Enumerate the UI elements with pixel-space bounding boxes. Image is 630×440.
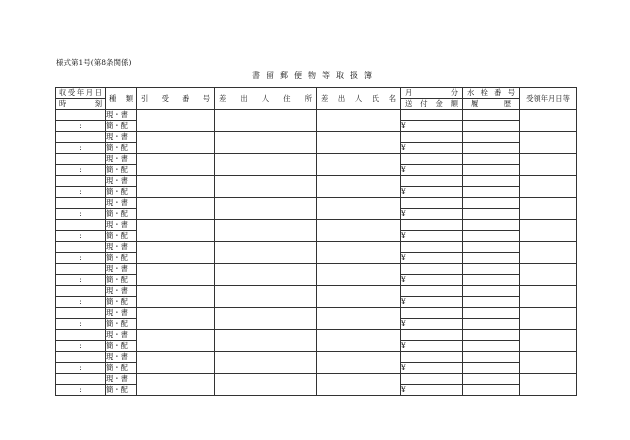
- stamp-number-char: 水: [467, 88, 475, 97]
- history-cell[interactable]: [463, 319, 520, 330]
- delivery-date-cell[interactable]: [520, 242, 577, 264]
- delivery-date-cell[interactable]: [520, 264, 577, 286]
- header-sender-address: [215, 88, 317, 110]
- history-cell[interactable]: [463, 187, 520, 198]
- sender-name-cell[interactable]: [317, 330, 401, 352]
- time-char: 刻: [94, 99, 102, 108]
- received-date-char: 日: [94, 88, 102, 97]
- sender-address-cell[interactable]: [215, 242, 317, 264]
- history-cell[interactable]: [463, 143, 520, 154]
- history-cell[interactable]: [463, 275, 520, 286]
- stamp-number-char: 番: [494, 88, 502, 97]
- delivery-date-cell[interactable]: [520, 110, 577, 132]
- history-cell[interactable]: [463, 165, 520, 176]
- kind-option-top[interactable]: 現・書: [106, 374, 137, 385]
- month-minute-cell[interactable]: [401, 176, 463, 187]
- received-date-char: 収: [59, 88, 67, 97]
- stamp-number-cell[interactable]: [463, 176, 520, 187]
- table-row: [56, 286, 577, 297]
- sender-name-cell[interactable]: [317, 132, 401, 154]
- received-date-cell[interactable]: [56, 220, 106, 231]
- kind-option-bottom[interactable]: 簡・配: [106, 121, 137, 132]
- sender-address-char: 人: [261, 93, 270, 103]
- month-minute-cell[interactable]: [401, 110, 463, 121]
- received-date-cell[interactable]: [56, 330, 106, 341]
- stamp-number-cell[interactable]: [463, 352, 520, 363]
- header-sender-name: [317, 88, 401, 110]
- reference-char: 番: [182, 93, 190, 103]
- kind-option-top[interactable]: 現・書: [106, 110, 137, 121]
- kind-option-bottom[interactable]: 簡・配: [106, 253, 137, 264]
- sender-address-char: 差: [219, 93, 227, 103]
- stamp-number-cell[interactable]: [463, 374, 520, 385]
- sender-address-cell[interactable]: [215, 198, 317, 220]
- received-date-cell[interactable]: [56, 198, 106, 209]
- ledger-table: [55, 87, 577, 396]
- time-cell[interactable]: :: [56, 121, 106, 132]
- sender-address-cell[interactable]: [215, 374, 317, 396]
- sender-name-char: 氏: [371, 93, 380, 103]
- received-date-cell[interactable]: [56, 286, 106, 297]
- time-char: 時: [59, 99, 67, 108]
- time-cell[interactable]: :: [56, 297, 106, 308]
- form-label: 様式第1号(第8条関係): [56, 58, 132, 67]
- kind-option-top[interactable]: 現・書: [106, 286, 137, 297]
- kind-option-bottom[interactable]: 簡・配: [106, 341, 137, 352]
- table-row: [56, 242, 577, 253]
- sender-name-cell[interactable]: [317, 352, 401, 374]
- received-date-cell[interactable]: [56, 352, 106, 363]
- kind-option-top[interactable]: 現・書: [106, 242, 137, 253]
- kind-option-bottom[interactable]: 簡・配: [106, 143, 137, 154]
- month-minute-cell[interactable]: [401, 198, 463, 209]
- stamp-number-cell[interactable]: [463, 308, 520, 319]
- time-cell[interactable]: :: [56, 165, 106, 176]
- history-cell[interactable]: [463, 209, 520, 220]
- sender-name-cell[interactable]: [317, 308, 401, 330]
- amount-cell[interactable]: ¥: [401, 253, 463, 264]
- kind-option-top[interactable]: 現・書: [106, 308, 137, 319]
- received-date-char: 受: [67, 88, 76, 97]
- reference-char: 引: [141, 93, 149, 103]
- amount-cell[interactable]: ¥: [401, 209, 463, 220]
- sender-address-cell[interactable]: [215, 352, 317, 374]
- header-received-date: [56, 88, 106, 99]
- month-minute-cell[interactable]: [401, 132, 463, 143]
- sender-address-cell[interactable]: [215, 308, 317, 330]
- stamp-number-cell[interactable]: [463, 110, 520, 121]
- sender-name-char: 名: [388, 93, 396, 103]
- kind-option-bottom[interactable]: 簡・配: [106, 165, 137, 176]
- history-cell[interactable]: [463, 253, 520, 264]
- kind-option-bottom[interactable]: 簡・配: [106, 209, 137, 220]
- sender-address-cell[interactable]: [215, 132, 317, 154]
- reference-cell[interactable]: [137, 330, 215, 352]
- table-row: [56, 198, 577, 209]
- received-date-char: 月: [85, 88, 94, 97]
- table-row: [56, 374, 577, 385]
- header-time: [56, 99, 106, 110]
- delivery-date-cell[interactable]: [520, 220, 577, 242]
- month-minute-cell[interactable]: [401, 264, 463, 275]
- header-month-minute: [401, 88, 463, 99]
- sender-address-cell[interactable]: [215, 154, 317, 176]
- sender-name-char: 差: [321, 93, 329, 103]
- table-row: [56, 154, 577, 165]
- kind-option-top[interactable]: 現・書: [106, 154, 137, 165]
- header-kind: [106, 88, 137, 110]
- sender-address-cell[interactable]: [215, 220, 317, 242]
- kind-option-top[interactable]: 現・書: [106, 198, 137, 209]
- sender-name-cell[interactable]: [317, 286, 401, 308]
- sender-address-char: 所: [304, 93, 312, 103]
- time-cell[interactable]: :: [56, 341, 106, 352]
- sender-address-char: 住: [283, 93, 291, 103]
- sender-name-cell[interactable]: [317, 176, 401, 198]
- header-reference: [137, 88, 215, 110]
- table-row: [56, 132, 577, 143]
- kind-option-top[interactable]: 現・書: [106, 352, 137, 363]
- delivery-date-cell[interactable]: [520, 286, 577, 308]
- amount-cell[interactable]: ¥: [401, 231, 463, 242]
- kind-option-top[interactable]: 現・書: [106, 220, 137, 231]
- received-date-cell[interactable]: [56, 176, 106, 187]
- table-row: [56, 330, 577, 341]
- received-date-cell[interactable]: [56, 308, 106, 319]
- amount-cell[interactable]: ¥: [401, 341, 463, 352]
- sender-name-char: 出: [337, 93, 346, 103]
- delivery-date-cell[interactable]: [520, 198, 577, 220]
- stamp-number-cell[interactable]: [463, 132, 520, 143]
- amount-char: 金: [435, 99, 443, 108]
- received-date-cell[interactable]: [56, 374, 106, 385]
- sender-address-char: 出: [240, 93, 248, 103]
- reference-cell[interactable]: [137, 220, 215, 242]
- table-row: [56, 176, 577, 187]
- delivery-date-cell[interactable]: [520, 308, 577, 330]
- time-cell[interactable]: :: [56, 275, 106, 286]
- amount-cell[interactable]: ¥: [401, 297, 463, 308]
- month-minute-cell[interactable]: [401, 242, 463, 253]
- header-amount: [401, 99, 463, 110]
- reference-cell[interactable]: [137, 264, 215, 286]
- reference-cell[interactable]: [137, 176, 215, 198]
- history-cell[interactable]: [463, 231, 520, 242]
- history-cell[interactable]: [463, 341, 520, 352]
- sender-address-cell[interactable]: [215, 330, 317, 352]
- sender-name-cell[interactable]: [317, 242, 401, 264]
- amount-cell[interactable]: ¥: [401, 385, 463, 396]
- sender-name-char: 人: [354, 93, 363, 103]
- month-minute-cell[interactable]: [401, 220, 463, 231]
- kind-char: 種: [109, 93, 117, 103]
- kind-option-bottom[interactable]: 簡・配: [106, 319, 137, 330]
- reference-char: 号: [202, 93, 210, 103]
- amount-cell[interactable]: ¥: [401, 121, 463, 132]
- kind-option-bottom[interactable]: 簡・配: [106, 231, 137, 242]
- amount-char: 額: [450, 99, 458, 108]
- stamp-number-cell[interactable]: [463, 154, 520, 165]
- history-char: 履: [471, 99, 479, 108]
- history-cell[interactable]: [463, 297, 520, 308]
- table-row: [56, 308, 577, 319]
- delivery-date-cell[interactable]: [520, 132, 577, 154]
- sender-address-cell[interactable]: [215, 176, 317, 198]
- header-row-top: [56, 88, 577, 99]
- sender-name-cell[interactable]: [317, 198, 401, 220]
- amount-cell[interactable]: ¥: [401, 275, 463, 286]
- sender-address-cell[interactable]: [215, 110, 317, 132]
- stamp-number-cell[interactable]: [463, 220, 520, 231]
- time-cell[interactable]: :: [56, 363, 106, 374]
- history-cell[interactable]: [463, 385, 520, 396]
- reference-cell[interactable]: [137, 198, 215, 220]
- reference-cell[interactable]: [137, 308, 215, 330]
- delivery-date-cell[interactable]: [520, 154, 577, 176]
- amount-cell[interactable]: ¥: [401, 187, 463, 198]
- reference-cell[interactable]: [137, 110, 215, 132]
- kind-char: 類: [125, 93, 133, 103]
- amount-char: 付: [420, 99, 428, 108]
- amount-cell[interactable]: ¥: [401, 363, 463, 374]
- sender-name-cell[interactable]: [317, 264, 401, 286]
- stamp-number-cell[interactable]: [463, 330, 520, 341]
- month-minute-cell[interactable]: [401, 330, 463, 341]
- stamp-number-cell[interactable]: [463, 198, 520, 209]
- stamp-number-char: 栓: [480, 88, 488, 97]
- kind-option-bottom[interactable]: 簡・配: [106, 297, 137, 308]
- sender-address-cell[interactable]: [215, 286, 317, 308]
- received-date-cell[interactable]: [56, 132, 106, 143]
- time-cell[interactable]: :: [56, 187, 106, 198]
- kind-option-bottom[interactable]: 簡・配: [106, 187, 137, 198]
- sender-name-cell[interactable]: [317, 154, 401, 176]
- time-cell[interactable]: :: [56, 231, 106, 242]
- table-row: [56, 220, 577, 231]
- stamp-number-cell[interactable]: [463, 242, 520, 253]
- table-row: [56, 110, 577, 121]
- time-cell[interactable]: :: [56, 143, 106, 154]
- history-cell[interactable]: [463, 363, 520, 374]
- history-char: 歴: [503, 99, 511, 108]
- received-date-char: 年: [76, 88, 85, 97]
- received-date-cell[interactable]: [56, 242, 106, 253]
- stamp-number-cell[interactable]: [463, 286, 520, 297]
- header-stamp-number: [463, 88, 520, 99]
- received-date-cell[interactable]: [56, 264, 106, 275]
- history-cell[interactable]: [463, 121, 520, 132]
- sender-address-cell[interactable]: [215, 264, 317, 286]
- reference-cell[interactable]: [137, 132, 215, 154]
- stamp-number-cell[interactable]: [463, 264, 520, 275]
- delivery-date-cell[interactable]: [520, 352, 577, 374]
- table-row: [56, 352, 577, 363]
- delivery-date-cell[interactable]: [520, 176, 577, 198]
- table-row: [56, 264, 577, 275]
- amount-cell[interactable]: ¥: [401, 319, 463, 330]
- reference-cell[interactable]: [137, 154, 215, 176]
- time-cell[interactable]: :: [56, 385, 106, 396]
- reference-cell[interactable]: [137, 286, 215, 308]
- delivery-date-cell[interactable]: [520, 374, 577, 396]
- sender-name-cell[interactable]: [317, 374, 401, 396]
- kind-option-top[interactable]: 現・書: [106, 176, 137, 187]
- kind-option-top[interactable]: 現・書: [106, 132, 137, 143]
- month-minute-cell[interactable]: [401, 352, 463, 363]
- kind-option-top[interactable]: 現・書: [106, 330, 137, 341]
- reference-char: 受: [161, 93, 169, 103]
- form-title: 書留郵便物等取扱簿: [252, 71, 378, 80]
- reference-cell[interactable]: [137, 242, 215, 264]
- kind-option-bottom[interactable]: 簡・配: [106, 385, 137, 396]
- time-cell[interactable]: :: [56, 209, 106, 220]
- kind-option-bottom[interactable]: 簡・配: [106, 275, 137, 286]
- time-cell[interactable]: :: [56, 253, 106, 264]
- month-minute-cell[interactable]: [401, 286, 463, 297]
- amount-cell[interactable]: ¥: [401, 165, 463, 176]
- month-minute-char: 分: [450, 88, 458, 97]
- delivery-date-cell[interactable]: [520, 330, 577, 352]
- amount-char: 送: [405, 99, 413, 108]
- month-minute-cell[interactable]: [401, 308, 463, 319]
- sender-name-cell[interactable]: [317, 110, 401, 132]
- stamp-number-char: 号: [507, 88, 515, 97]
- reference-cell[interactable]: [137, 352, 215, 374]
- month-minute-cell[interactable]: [401, 374, 463, 385]
- kind-option-top[interactable]: 現・書: [106, 264, 137, 275]
- amount-cell[interactable]: ¥: [401, 143, 463, 154]
- reference-cell[interactable]: [137, 374, 215, 396]
- header-delivery-date: 受領年月日等: [520, 88, 577, 110]
- kind-option-bottom[interactable]: 簡・配: [106, 363, 137, 374]
- month-minute-cell[interactable]: [401, 154, 463, 165]
- time-cell[interactable]: :: [56, 319, 106, 330]
- month-minute-char: 月: [405, 88, 413, 97]
- sender-name-cell[interactable]: [317, 220, 401, 242]
- header-history: [463, 99, 520, 110]
- received-date-cell[interactable]: [56, 110, 106, 121]
- received-date-cell[interactable]: [56, 154, 106, 165]
